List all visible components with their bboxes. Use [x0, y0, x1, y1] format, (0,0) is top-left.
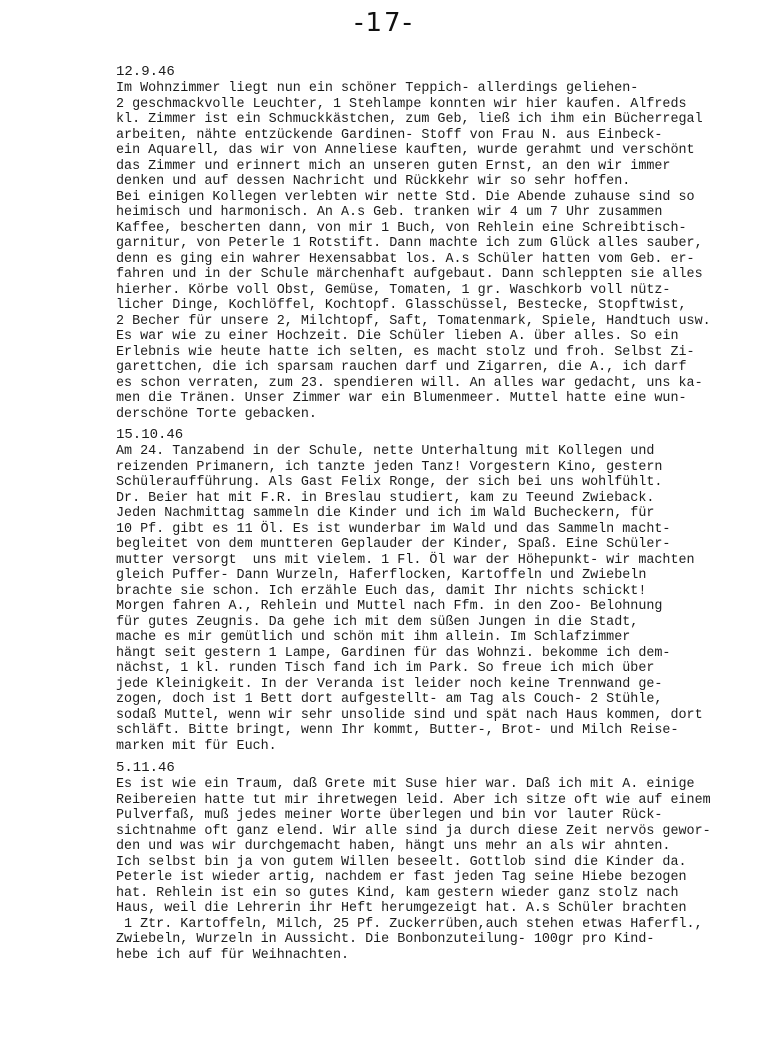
- text-line: zogen, doch ist 1 Bett dort aufgestellt- am Tag als Couch- 2 Stühle,: [116, 692, 663, 707]
- text-line: Im Wohnzimmer liegt nun ein schöner Teppich- allerdings geliehen-: [116, 81, 639, 96]
- entry-date: 12.9.46: [116, 64, 175, 80]
- text-line: das Zimmer und erinnert mich an unseren guten Ernst, an den wir immer: [116, 158, 671, 174]
- text-line: fahren und in der Schule märchenhaft aufgebaut. Dann schleppten sie alles: [116, 267, 703, 282]
- text-line: für gutes Zeugnis. Da gehe ich mit dem süßen Jungen in die Stadt,: [116, 614, 639, 630]
- text-line: 10 Pf. gibt es 11 Öl. Es ist wunderbar im Wald und das Sammeln macht-: [116, 521, 671, 537]
- text-line: Es ist wie ein Traum, daß Grete mit Suse hier war. Daß ich mit A. einige: [116, 777, 695, 792]
- text-line: Bei einigen Kollegen verlebten wir nette Std. Die Abende zuhause sind so: [116, 189, 695, 205]
- text-line: Es war wie zu einer Hochzeit. Die Schüler lieben A. über alles. So ein: [116, 329, 679, 344]
- text-line: licher Dinge, Kochlöffel, Kochtopf. Glasschüssel, Bestecke, Stopftwist,: [116, 298, 687, 313]
- entry-date: 5.11.46: [116, 760, 175, 776]
- text-line: Peterle ist wieder artig, nachdem er fast jeden Tag seine Hiebe bezogen: [116, 870, 687, 885]
- text-line: ein Aquarell, das wir von Anneliese kauften, wurde gerahmt und verschönt: [116, 143, 695, 158]
- text-line: hebe ich auf für Weihnachten.: [116, 947, 350, 963]
- text-line: jede Kleinigkeit. In der Veranda ist leider noch keine Trennwand ge-: [116, 676, 663, 692]
- diary-entry: [116, 427, 756, 754]
- page-number: -17-: [354, 8, 414, 38]
- text-line: 2 geschmackvolle Leuchter, 1 Stehlampe konnten wir hier kaufen. Alfreds: [116, 96, 687, 112]
- text-line: Reibereien hatte tut mir ihretwegen leid. Aber ich sitze oft wie auf einem: [116, 792, 711, 808]
- text-line: nächst, 1 kl. runden Tisch fand ich im Park. So freue ich mich über: [116, 661, 655, 676]
- text-line: Pulverfaß, muß jedes meiner Worte überlegen und bin vor lauter Rück-: [116, 808, 663, 823]
- text-line: brachte sie schon. Ich erzähle Euch das, damit Ihr nichts schickt!: [116, 583, 647, 599]
- text-line: garettchen, die ich sparsam rauchen darf und Zigarren, die A., ich darf: [116, 360, 687, 375]
- text-line: hat. Rehlein ist ein so gutes Kind, kam gestern wieder ganz stolz nach: [116, 885, 679, 901]
- text-line: sodaß Muttel, wenn wir sehr unsolide sind und spät nach Haus kommen, dort: [116, 707, 703, 723]
- text-line: Morgen fahren A., Rehlein und Muttel nach Ffm. in den Zoo- Belohnung: [116, 599, 663, 614]
- text-line: derschöne Torte gebacken.: [116, 406, 317, 422]
- entry-text: [116, 444, 756, 754]
- text-line: Haus, weil die Lehrerin ihr Heft herumgezeigt hat. A.s Schüler brachten: [116, 901, 687, 916]
- text-line: Erlebnis wie heute hatte ich selten, es macht stolz und froh. Selbst Zi-: [116, 344, 695, 360]
- text-line: garnitur, von Peterle 1 Rotstift. Dann machte ich zum Glück alles sauber,: [116, 236, 703, 251]
- text-line: es schon verraten, zum 23. spendieren will. An alles war gedacht, uns ka-: [116, 375, 703, 391]
- text-line: 2 Becher für unsere 2, Milchtopf, Saft, Tomatenmark, Spiele, Handtuch usw.: [116, 313, 711, 329]
- text-line: Ich selbst bin ja von gutem Willen beseelt. Gottlob sind die Kinder da.: [116, 854, 687, 870]
- text-line: Am 24. Tanzabend in der Schule, nette Unterhaltung mit Kollegen und: [116, 444, 655, 459]
- text-line: gleich Puffer- Dann Wurzeln, Haferflocken, Kartoffeln und Zwiebeln: [116, 568, 647, 583]
- diary-entry: [116, 760, 756, 963]
- text-line: reizenden Primanern, ich tanzte jeden Tanz! Vorgestern Kino, gestern: [116, 459, 663, 475]
- text-line: 1 Ztr. Kartoffeln, Milch, 25 Pf. Zuckerrüben,auch stehen etwas Haferfl.,: [116, 916, 703, 932]
- text-line: Jeden Nachmittag sammeln die Kinder und ich im Wald Bucheckern, für: [116, 506, 655, 521]
- text-line: mache es mir gemütlich und schön mit ihm allein. Im Schlafzimmer: [116, 630, 631, 645]
- text-line: kl. Zimmer ist ein Schmuckkästchen, zum Geb, ließ ich ihm ein Bücherregal: [116, 112, 703, 127]
- text-line: denn es ging ein wahrer Hexensabbat los. A.s Schüler hatten vom Geb. er-: [116, 251, 695, 267]
- text-line: den und was wir durchgemacht haben, hängt uns mehr an als wir ahnten.: [116, 839, 671, 854]
- text-line: mutter versorgt uns mit vielem. 1 Fl. Öl war der Höhepunkt- wir machten: [116, 552, 695, 568]
- text-line: marken mit für Euch.: [116, 738, 277, 754]
- text-line: schläft. Bitte bringt, wenn Ihr kommt, Butter-, Brot- und Milch Reise-: [116, 723, 679, 738]
- text-line: begleitet von dem muntteren Geplauder der Kinder, Spaß. Eine Schüler-: [116, 537, 671, 552]
- text-line: men die Tränen. Unser Zimmer war ein Blumenmeer. Muttel hatte eine wun-: [116, 391, 687, 406]
- text-line: heimisch und harmonisch. An A.s Geb. tranken wir 4 um 7 Uhr zusammen: [116, 205, 663, 220]
- text-line: sichtnahme oft ganz elend. Wir alle sind ja durch diese Zeit nervös gewor-: [116, 823, 711, 839]
- diary-entry: [116, 64, 756, 422]
- text-line: denken und auf dessen Nachricht und Rückkehr wir so sehr hoffen.: [116, 174, 631, 189]
- text-line: hierher. Körbe voll Obst, Gemüse, Tomaten, 1 gr. Waschkorb voll nütz-: [116, 282, 671, 298]
- entry-date: 15.10.46: [116, 427, 184, 443]
- entry-text: [116, 81, 756, 422]
- text-line: hängt seit gestern 1 Lampe, Gardinen für das Wohnzi. bekomme ich dem-: [116, 645, 671, 661]
- text-line: Zwiebeln, Wurzeln in Aussicht. Die Bonbonzuteilung- 100gr pro Kind-: [116, 932, 655, 947]
- text-line: Dr. Beier hat mit F.R. in Breslau studiert, kam zu Teeund Zwieback.: [116, 490, 655, 506]
- text-line: arbeiten, nähte entzückende Gardinen- Stoff von Frau N. aus Einbeck-: [116, 127, 663, 143]
- entry-text: [116, 777, 756, 963]
- text-line: Schüleraufführung. Als Gast Felix Ronge, der sich bei uns wohlfühlt.: [116, 475, 663, 490]
- text-line: Kaffee, bescherten dann, von mir 1 Buch, von Rehlein eine Schreibtisch-: [116, 220, 687, 236]
